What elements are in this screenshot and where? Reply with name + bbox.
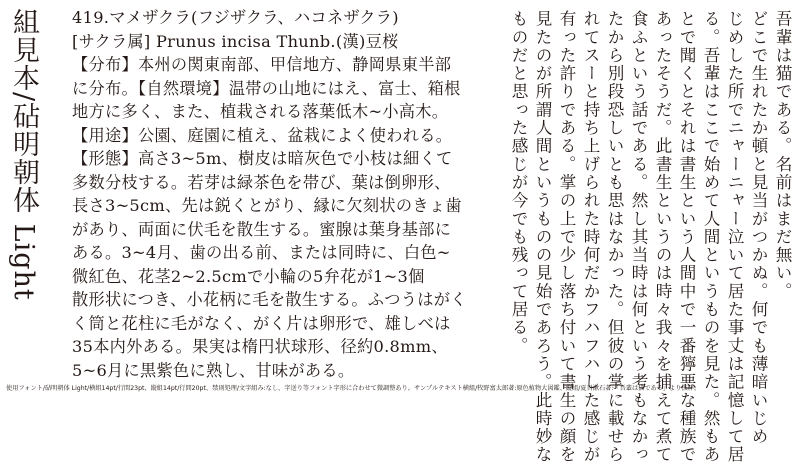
specimen-title: 組見本/砧明朝体 Light <box>8 8 39 301</box>
horizontal-line: 35本内外ある。果実は楕円状球形、径約0.8mm、 <box>72 337 448 356</box>
horizontal-line: があり、両面に伏毛を散生する。蜜腺は葉身基部に <box>72 219 452 239</box>
horizontal-line: 【用途】公園、庭園に植え、盆栽によく使われる。 <box>72 125 453 145</box>
vertical-line: 食ふという話である。然し其当時は何という考もなかっ <box>629 10 648 464</box>
horizontal-line: 419.マメザクラ(フジザクラ、ハコネザクラ) <box>72 8 399 27</box>
horizontal-line: 5~6月に黒紫色に熟し、甘味がある。 <box>72 360 355 380</box>
vertical-line: 見たのが所謂人間というものの見始であろう。此時妙な <box>533 10 552 464</box>
horizontal-line: ある。3~4月、歯の出る前、または同時に、白色~ <box>72 243 451 262</box>
horizontal-line: 地方に多く、また、植栽される落葉低木~小高木。 <box>72 102 449 121</box>
vertical-line: 吾輩は猫である。名前はまだ無い。 <box>773 10 792 301</box>
horizontal-line: 微紅色、花茎2~2.5cmで小輪の5弁花が1~3個 <box>72 266 425 286</box>
vertical-line: どこで生れたか頓と見当がつかぬ。何でも薄暗いじめ <box>749 10 768 446</box>
horizontal-line: [サクラ属] Prunus incisa Thunb.(漢)豆桜 <box>72 31 399 51</box>
horizontal-line: 散形状につき、小花柄に毛を散生する。ふつうはがく <box>72 290 467 309</box>
vertical-line: じめした所でニャーニャー泣いて居た事丈は記憶して居 <box>725 10 744 464</box>
horizontal-line: 【分布】本州の関東南部、甲信地方、静岡県東半部 <box>72 55 452 74</box>
horizontal-line: 長さ3~5cm、先は鋭くとがり、縁に欠刻状のきょ歯 <box>72 196 462 215</box>
vertical-sample-text <box>462 10 794 464</box>
horizontal-sample-text <box>72 6 467 380</box>
vertical-line: る。吾輩はここで始めて人間というものを見た。然もあ <box>701 10 720 464</box>
vertical-line: れてスーと持ち上げられた時何だかフハフハした感じが <box>581 10 600 464</box>
vertical-line: ものだと思った感じが今でも残って居る。 <box>509 10 528 355</box>
horizontal-line: く筒と花柱に毛がなく、がく片は卵形で、雄しべは <box>72 313 451 333</box>
vertical-line: たから別段恐しいとも思はなかった。但彼の掌に載せら <box>605 10 624 464</box>
vertical-line: あったそうだ。此書生というのは時々我々を捕えて煮て <box>653 10 672 464</box>
horizontal-line: に分布。【自然環境】温帯の山地にはえ、富士、箱根 <box>72 78 461 98</box>
vertical-line: とで聞くとそれは書生という人間中で一番獰悪な種族で <box>677 10 696 464</box>
vertical-line: 有った許りである。掌の上で少し落ち付いて書生の顔を <box>557 10 576 464</box>
horizontal-line: 【形態】高さ3~5m、樹皮は暗灰色で小枝は細くて <box>72 149 453 168</box>
footer-note: 使用フォント/砧明朝体 Light/横組14pt/行間23pt、縦組14pt/行間20pt、禁則処理/文字組み:なし、字送り等フォント字形に合わせて微調整あり。サンプルテキスト横組/牧野富太郎著:原色植物大図鑑、縦組/夏目漱石著:「吾輩は猫である」より抜粋。 <box>6 385 701 392</box>
horizontal-line: 多数分枝する。若芽は緑茶色を帯び、葉は倒卵形、 <box>72 172 451 192</box>
